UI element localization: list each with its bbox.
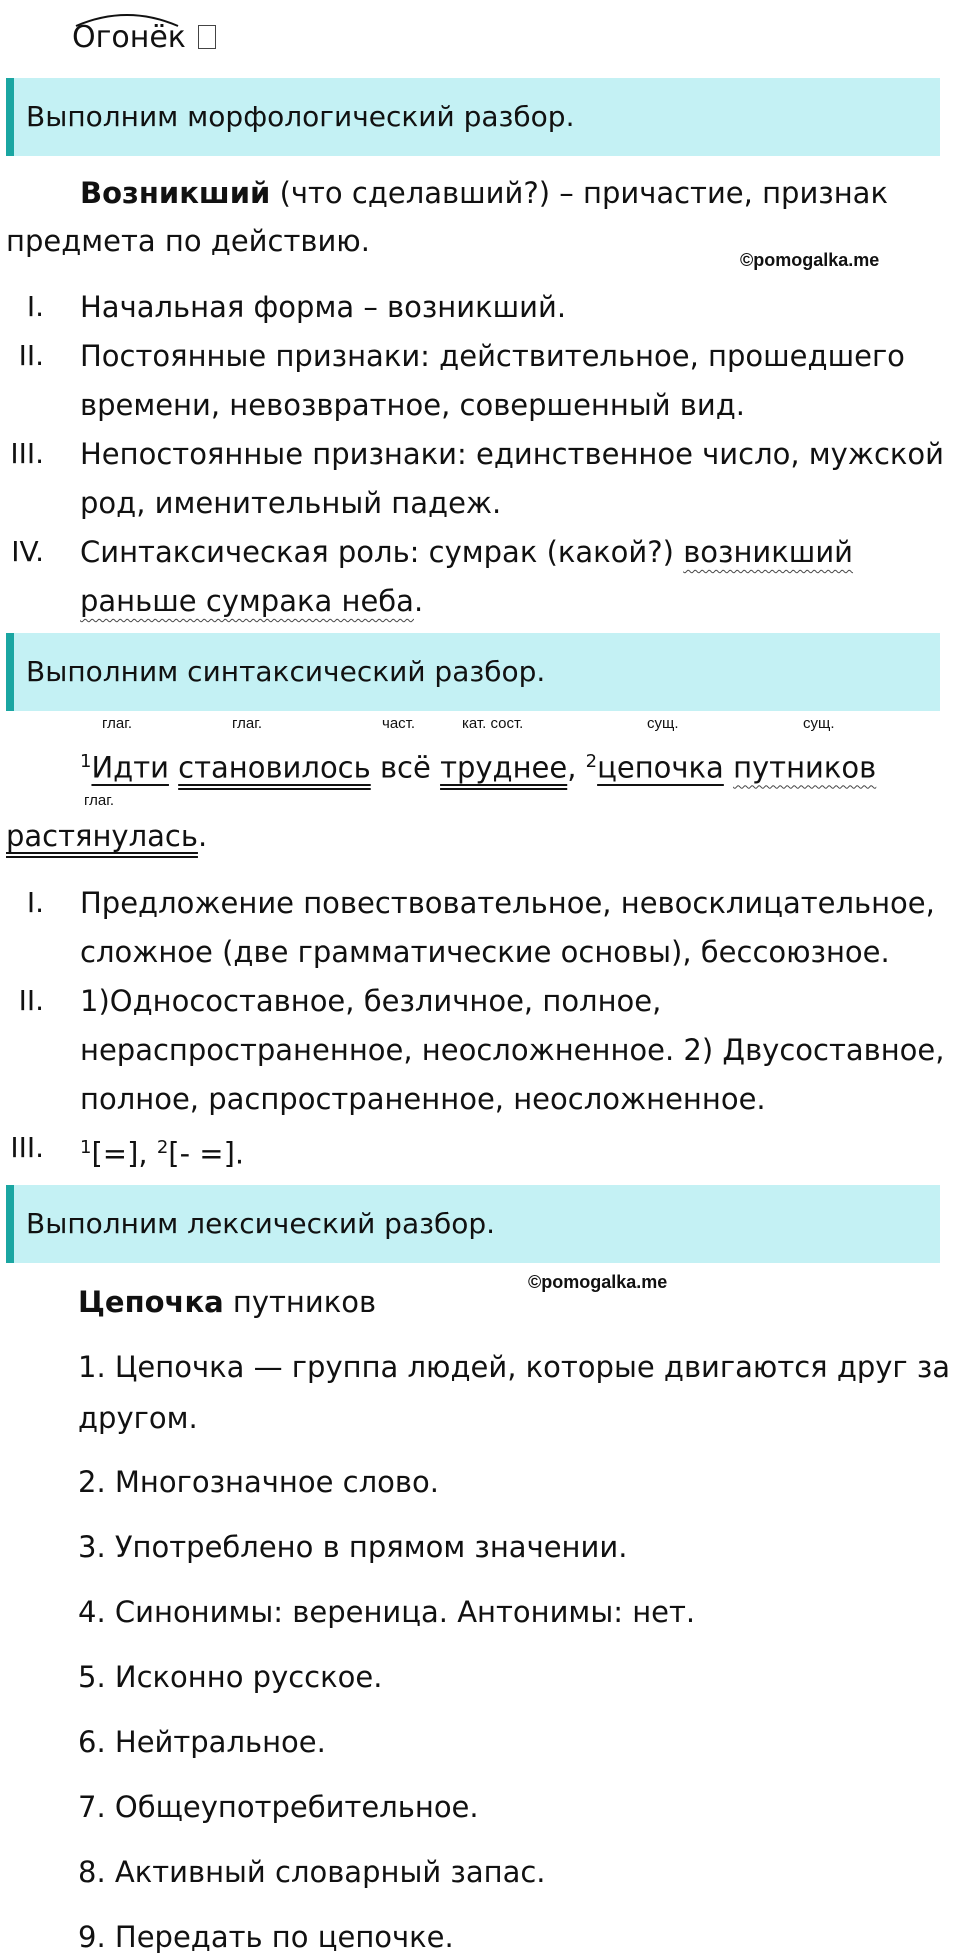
morph-item-number: IV.	[11, 535, 44, 568]
syntax-item-text: 1)Односоставное, безличное, полное,	[80, 984, 662, 1018]
lexical-item: 2. Многозначное слово.	[78, 1465, 439, 1499]
section-heading-lexical: Выполним лексический разбор.	[6, 1185, 940, 1263]
pos-label: сущ.	[803, 715, 835, 732]
page-title	[72, 20, 216, 56]
lexical-item: 3. Употреблено в прямом значении.	[78, 1530, 628, 1564]
syntax-item-text: полное, распространенное, неосложненное.	[80, 1082, 766, 1116]
syntax-item-number: II.	[18, 984, 44, 1017]
pos-label: кат. сост.	[462, 715, 524, 732]
morph-item-number: II.	[18, 339, 44, 372]
lexical-item: 8. Активный словарный запас.	[78, 1855, 546, 1889]
morph-item-text: раньше сумрака неба.	[80, 584, 424, 618]
title-arc-mark	[74, 10, 180, 28]
lexical-item: 7. Общеупотребительное.	[78, 1790, 479, 1824]
pos-label: глаг.	[232, 715, 263, 732]
title-text: Огонёк	[72, 20, 186, 55]
syntax-item-number: I.	[26, 886, 44, 919]
morph-item-text: род, именительный падеж.	[80, 486, 502, 520]
syntax-item-number: III.	[10, 1131, 44, 1164]
section-heading-syntax: Выполним синтаксический разбор.	[6, 633, 940, 711]
morph-item-text: Начальная форма – возникший.	[80, 290, 567, 324]
lexical-item: 1. Цепочка — группа людей, которые двигаются друг за	[78, 1350, 951, 1384]
morph-item-text: Синтаксическая роль: сумрак (какой?) возникший	[80, 535, 854, 569]
morph-item-text: времени, невозвратное, совершенный вид.	[80, 388, 746, 422]
syntax-item-text: $^1$[=], $^2$[- =].	[80, 1136, 245, 1171]
lexical-word-line: Цепочка путников	[78, 1285, 377, 1319]
watermark: ©pomogalka.me	[740, 250, 880, 270]
pos-label: глаг.	[84, 792, 115, 809]
syntax-item-text: сложное (две грамматические основы), бессоюзное.	[80, 935, 890, 969]
placeholder-box-icon	[198, 25, 216, 49]
lexical-item: другом.	[78, 1401, 198, 1435]
syntax-item-text: Предложение повествовательное, невосклицательное,	[80, 886, 935, 920]
morph-item-text: Постоянные признаки: действительное, прошедшего	[80, 339, 905, 373]
pos-label: сущ.	[647, 715, 679, 732]
lexical-item: 4. Синонимы: вереница. Антонимы: нет.	[78, 1595, 696, 1629]
pos-label: част.	[382, 715, 416, 732]
morph-intro-line1: Возникший (что сделавший?) – причастие, признак	[80, 176, 888, 210]
lexical-item: 6. Нейтральное.	[78, 1725, 326, 1759]
syntax-item-text: нераспространенное, неосложненное. 2) Двусоставное,	[80, 1033, 945, 1067]
section-heading-morph: Выполним морфологический разбор.	[6, 78, 940, 156]
lexical-item: 9. Передать по цепочке.	[78, 1920, 454, 1954]
morph-item-text: Непостоянные признаки: единственное число, мужской	[80, 437, 945, 471]
lexical-item: 5. Исконно русское.	[78, 1660, 383, 1694]
syntax-sentence-line1: $^1$Идти становилось всё труднее, $^2$цепочка путников	[80, 750, 877, 785]
morph-intro-line2: предмета по действию.	[6, 224, 370, 258]
watermark: ©pomogalka.me	[528, 1272, 668, 1292]
syntax-sentence-line2: растянулась.	[6, 819, 208, 853]
morph-item-number: III.	[10, 437, 44, 470]
pos-label: глаг.	[102, 715, 133, 732]
morph-item-number: I.	[26, 290, 44, 323]
